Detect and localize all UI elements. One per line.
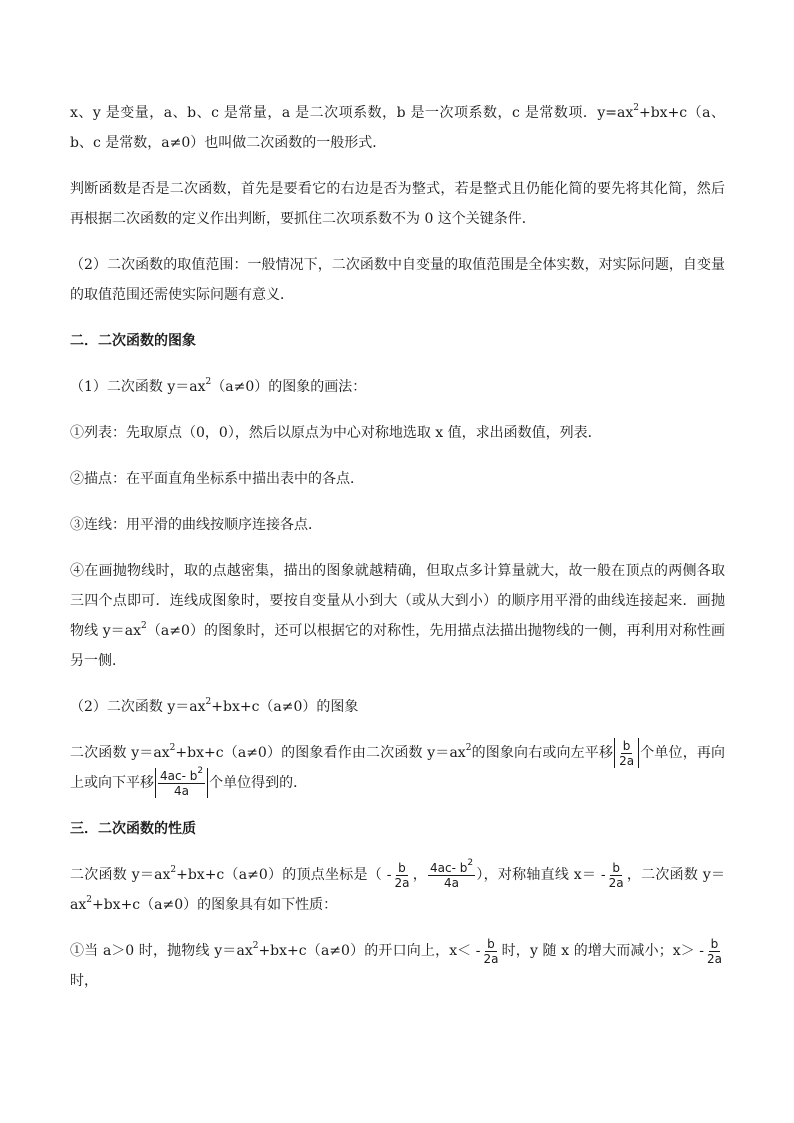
paragraph-drawing-method bbox=[70, 372, 725, 402]
fraction-numerator bbox=[428, 857, 475, 876]
text: +bx+c（a≠0）的图象 bbox=[211, 699, 359, 715]
text: 的图象向右或向左平移 bbox=[471, 745, 614, 761]
exponent: 2 bbox=[252, 941, 259, 951]
fraction-denominator: 2a bbox=[394, 875, 410, 890]
paragraph-step-connect: ③连线：用平滑的曲线按顺序连接各点． bbox=[70, 517, 322, 533]
text: （a≠0）的图象的画法： bbox=[211, 379, 367, 395]
abs-bar bbox=[155, 768, 156, 798]
exponent: 2 bbox=[467, 857, 474, 868]
fraction-numerator: b bbox=[612, 860, 620, 875]
fraction-numerator-text: 4ac- b bbox=[429, 860, 468, 875]
text: 二次函数 y＝ax bbox=[70, 867, 171, 883]
fraction bbox=[428, 857, 475, 890]
exponent: 2 bbox=[141, 621, 147, 631]
fraction-denominator: 4a bbox=[174, 783, 190, 798]
absolute-value-fraction bbox=[613, 738, 640, 768]
fraction-numerator: b bbox=[398, 860, 406, 875]
text: ， bbox=[412, 867, 427, 883]
section-heading-graph: 二．二次函数的图象 bbox=[70, 333, 196, 349]
exponent: 2 bbox=[205, 377, 212, 387]
abs-bar bbox=[614, 738, 615, 768]
exponent: 2 bbox=[169, 743, 176, 753]
fraction-denominator: 2a bbox=[608, 875, 624, 890]
paragraph-judgement: 判断函数是否是二次函数，首先是要看它的右边是否为整式，若是整式且仍能化简的要先将其化简，然后再根据二次函数的定义作出判断，要抓住二次项系数不为 0 这个关键条件． bbox=[70, 181, 725, 227]
text: +bx+c（a≠0）的顶点坐标是（ - bbox=[176, 867, 392, 883]
text: 时， bbox=[70, 973, 98, 989]
text: +bx+c（a、b、c 是常数，a≠0）也叫做二次函数的一般形式． bbox=[70, 105, 725, 151]
text: ④在画抛物线时，取的点越密集，描出的图象就越精确，但取点多计算量就大，故一般在顶点的两侧各取三四个点即可．连线成图象时，要按自变量从小到大（或从大到小）的顺序用平滑的曲线连接起来．画抛物线 y＝ax bbox=[70, 563, 725, 639]
section-heading-properties: 三．二次函数的性质 bbox=[70, 821, 196, 837]
document-body bbox=[70, 98, 725, 1012]
fraction-denominator: 4a bbox=[444, 875, 460, 890]
text: ①当 a＞0 时，抛物线 y＝ax bbox=[70, 943, 253, 959]
text: 个单位得到的． bbox=[209, 775, 308, 791]
exponent: 2 bbox=[86, 895, 92, 905]
paragraph-step-plot: ②描点：在平面直角坐标系中描出表中的各点． bbox=[70, 471, 364, 487]
paragraph-general-form bbox=[70, 98, 725, 158]
fraction bbox=[607, 861, 626, 890]
paragraph-vertex bbox=[70, 857, 726, 920]
text: x、y 是变量，a、b、c 是常量，a 是二次项系数，b 是一次项系数，c 是常数项．y=ax bbox=[70, 105, 634, 121]
text: ），对称轴直线 x＝ - bbox=[476, 867, 606, 883]
paragraph-general-graph-title bbox=[70, 692, 725, 722]
abs-bar bbox=[638, 738, 639, 768]
fraction-denominator: 2a bbox=[483, 951, 499, 966]
fraction-numerator: b bbox=[487, 936, 495, 951]
fraction bbox=[705, 937, 724, 966]
paragraph-property-1 bbox=[70, 936, 725, 996]
fraction bbox=[392, 861, 411, 890]
abs-bar bbox=[207, 768, 208, 798]
paragraph-step-note bbox=[70, 556, 725, 676]
text: +bx+c（a≠0）的图象具有如下性质： bbox=[91, 897, 338, 913]
exponent: 2 bbox=[170, 865, 177, 875]
text: +bx+c（a≠0）的图象看作由二次函数 y＝ax bbox=[175, 745, 466, 761]
fraction-numerator bbox=[158, 765, 205, 784]
exponent: 2 bbox=[465, 743, 472, 753]
paragraph-translation bbox=[70, 738, 725, 798]
paragraph-domain: （2）二次函数的取值范围：一般情况下，二次函数中自变量的取值范围是全体实数，对实际问题，自变量的取值范围还需使实际问题有意义． bbox=[70, 257, 725, 303]
fraction-numerator: b bbox=[710, 936, 719, 951]
exponent: 2 bbox=[197, 765, 204, 776]
text: （a≠0）的图象时，还可以根据它的对称性，先用描点法描出抛物线的一侧，再利用对称性画另一侧． bbox=[70, 623, 725, 669]
text: 时，y 随 x 的增大而减小；x＞ - bbox=[501, 943, 704, 959]
text: 二次函数 y＝ax bbox=[70, 745, 170, 761]
exponent: 2 bbox=[205, 697, 212, 707]
text: +bx+c（a≠0）的开口向上，x＜ - bbox=[258, 943, 481, 959]
fraction bbox=[617, 739, 636, 768]
text: （1）二次函数 y＝ax bbox=[70, 379, 206, 395]
fraction-numerator: b bbox=[622, 738, 631, 753]
text: ，二次函数 y＝ax bbox=[70, 867, 726, 913]
absolute-value-fraction bbox=[154, 765, 209, 798]
paragraph-step-table: ①列表：先取原点（0，0），然后以原点为中心对称地选取 x 值，求出函数值，列表． bbox=[70, 425, 602, 441]
text: 个单位，再向上或向下平移 bbox=[70, 745, 725, 791]
exponent: 2 bbox=[633, 103, 639, 113]
fraction bbox=[481, 937, 500, 966]
fraction-denominator: 2a bbox=[619, 753, 635, 768]
fraction-denominator: 2a bbox=[706, 951, 722, 966]
text: （2）二次函数 y＝ax bbox=[70, 699, 206, 715]
fraction-numerator-text: 4ac- b bbox=[160, 768, 198, 783]
fraction bbox=[158, 765, 205, 798]
